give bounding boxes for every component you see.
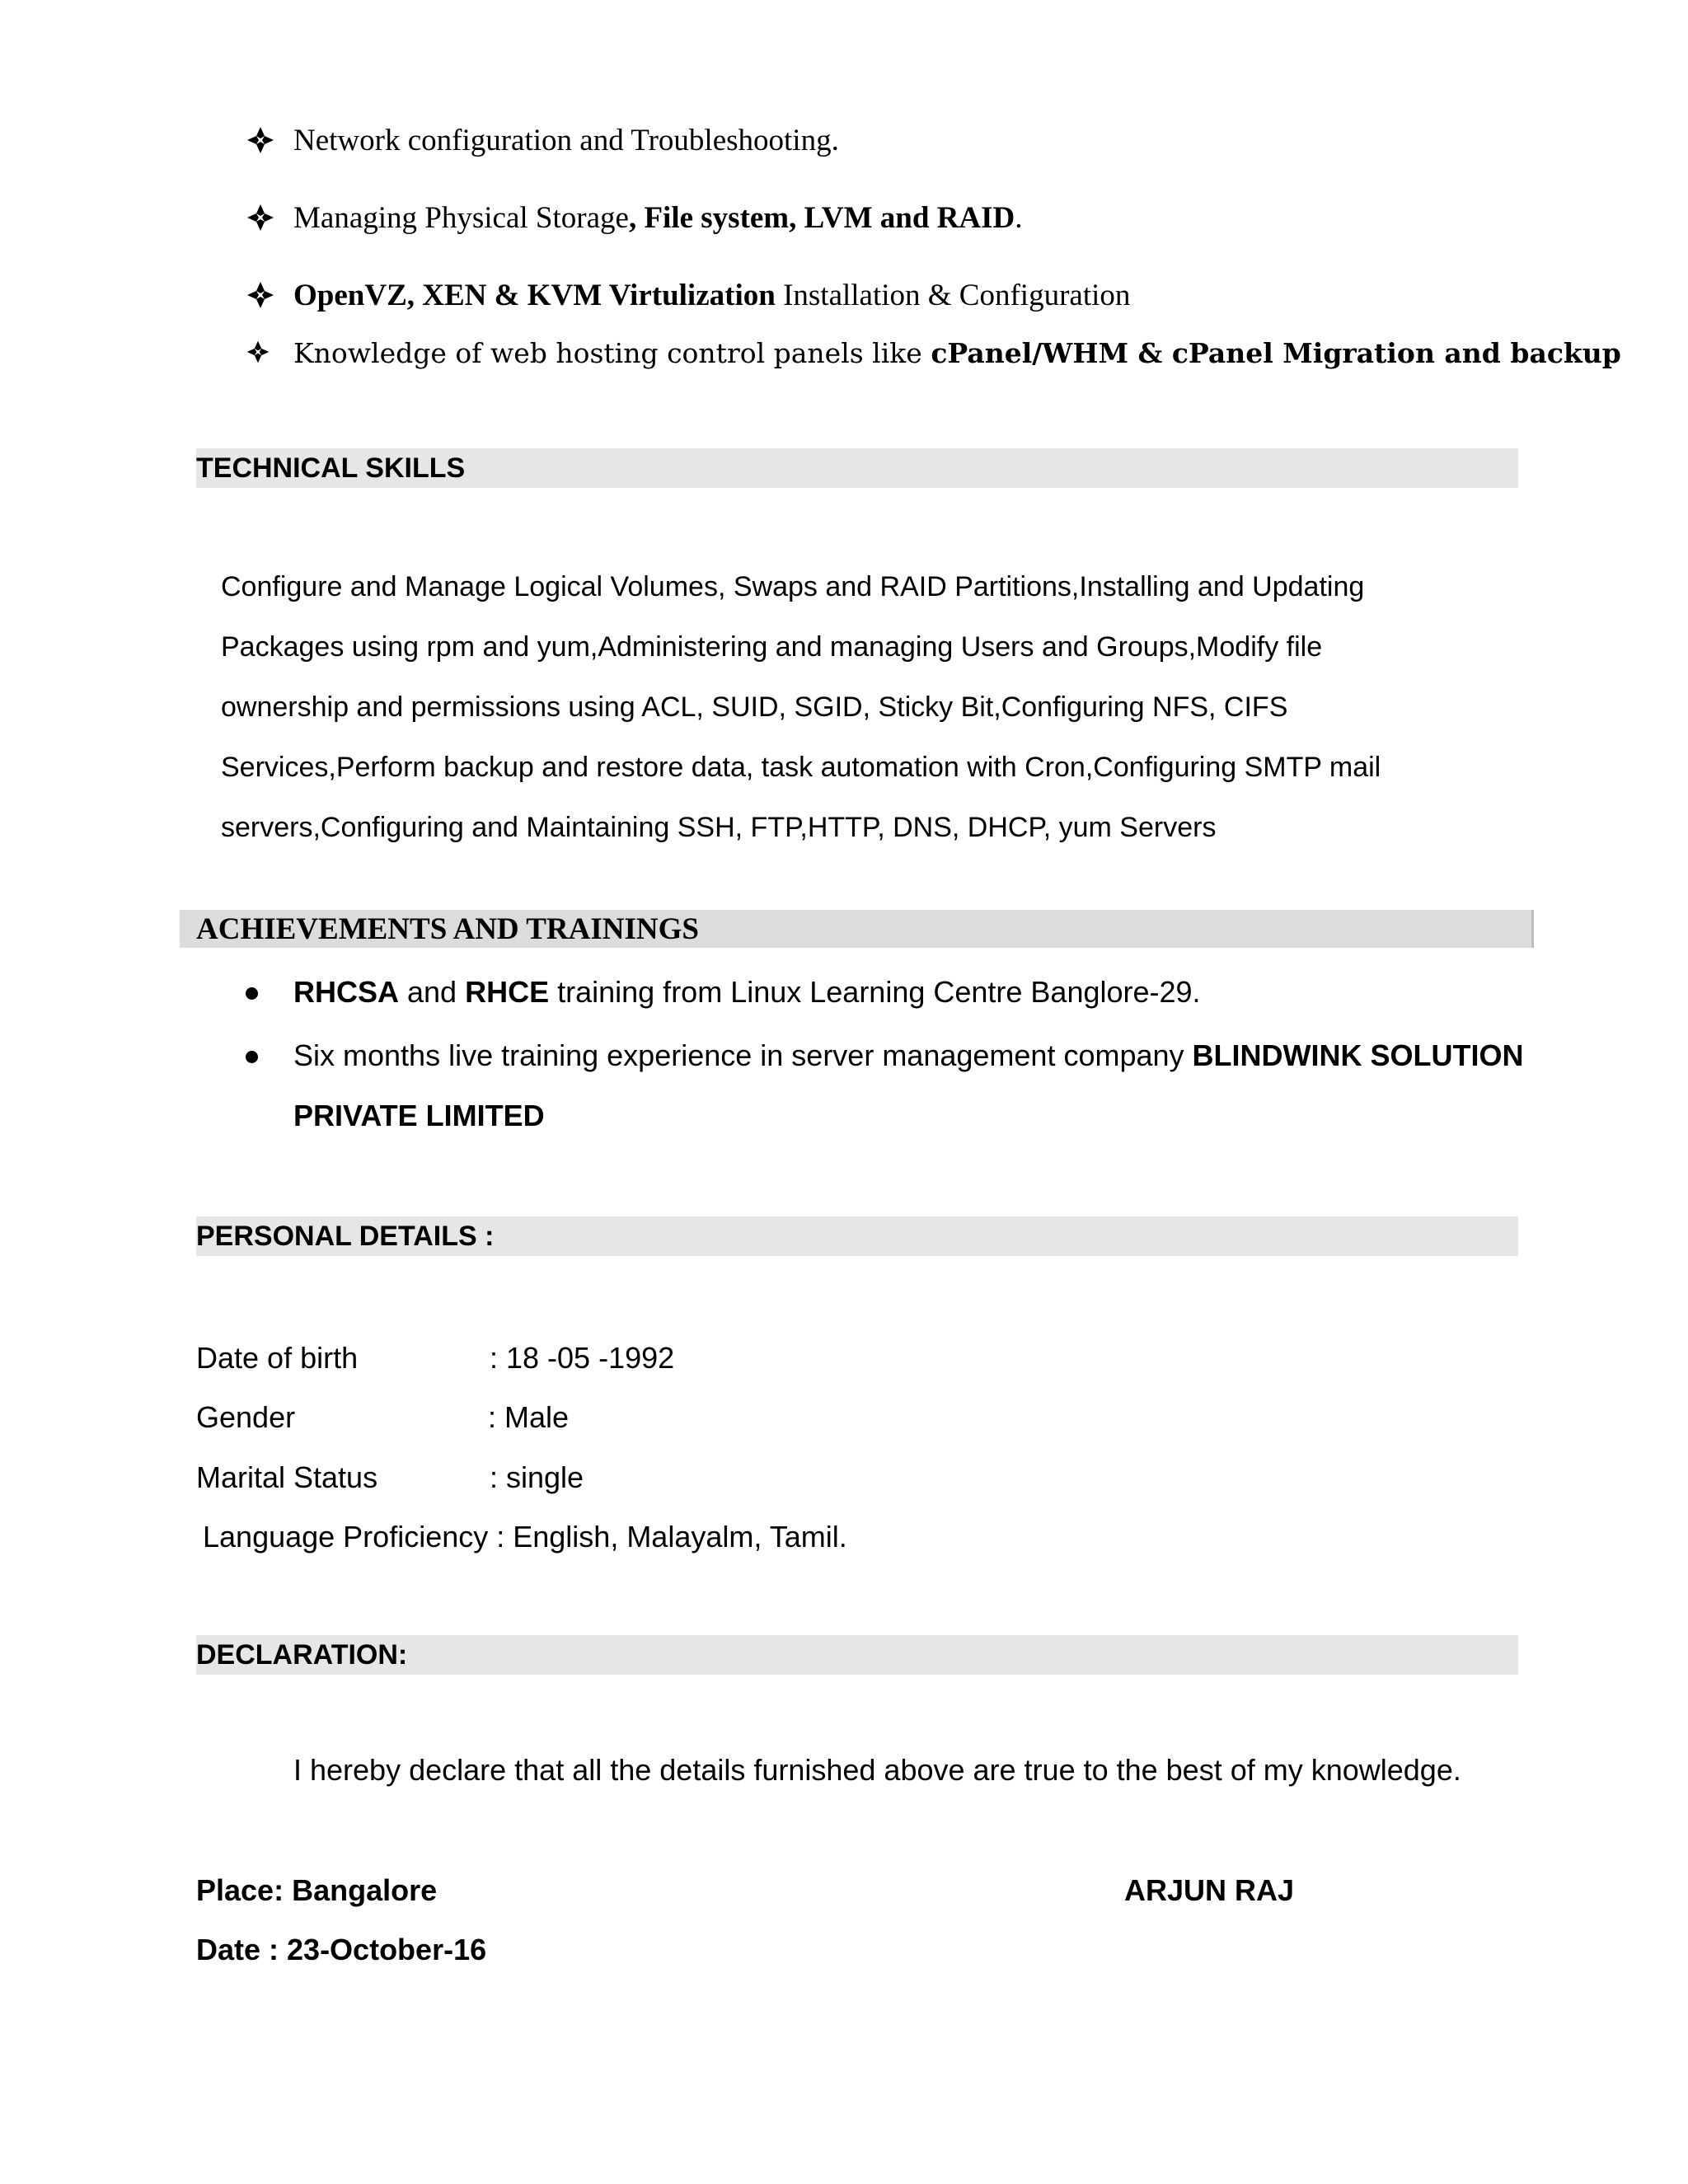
- declaration-text: I hereby declare that all the details furnished above are true to the best of my knowledge.: [293, 1753, 1461, 1787]
- achievement-text-continued: PRIVATE LIMITED: [293, 1099, 545, 1132]
- bullet-text: Network configuration and Troubleshooting.: [293, 124, 839, 157]
- diamond-bullet-icon: [246, 203, 275, 232]
- diamond-bullet-icon: [246, 340, 270, 364]
- achievement-text: Six months live training experience in server management company BLINDWINK SOLUTION: [293, 1038, 1524, 1072]
- section-heading: DECLARATION:: [196, 1639, 408, 1671]
- bullet-dot-icon: [246, 987, 258, 1000]
- personal-details-header-bar: [196, 1216, 1518, 1256]
- bullet-dot-icon: [246, 1051, 258, 1063]
- marital-status-value: : single: [490, 1460, 584, 1494]
- section-heading: TECHNICAL SKILLS: [196, 452, 466, 484]
- bullet-text: Knowledge of web hosting control panels like cPanel/WHM & cPanel Migration and backup: [293, 337, 1621, 369]
- paragraph-line: Configure and Manage Logical Volumes, Swaps and RAID Partitions,Installing and Updating: [221, 571, 1365, 602]
- gender-label: Gender: [196, 1400, 296, 1434]
- language-proficiency: Language Proficiency : English, Malayalm, Tamil.: [203, 1520, 847, 1554]
- section-heading: ACHIEVEMENTS AND TRAININGS: [196, 912, 699, 946]
- diamond-bullet-icon: [246, 280, 275, 310]
- technical-skills-header-bar: [196, 448, 1518, 488]
- diamond-bullet-icon: [246, 125, 275, 155]
- paragraph-line: Packages using rpm and yum,Administering and managing Users and Groups,Modify file: [221, 631, 1323, 663]
- gender-value: : Male: [488, 1400, 570, 1434]
- achievement-text: RHCSA and RHCE training from Linux Learning Centre Banglore-29.: [293, 975, 1201, 1009]
- paragraph-line: ownership and permissions using ACL, SUID, SGID, Sticky Bit,Configuring NFS, CIFS: [221, 691, 1288, 723]
- bullet-text: Managing Physical Storage, File system, LVM and RAID.: [293, 201, 1023, 235]
- marital-status-label: Marital Status: [196, 1460, 378, 1494]
- section-heading: PERSONAL DETAILS :: [196, 1221, 495, 1252]
- paragraph-line: servers,Configuring and Maintaining SSH, FTP,HTTP, DNS, DHCP, yum Servers: [221, 812, 1217, 843]
- declaration-header-bar: [196, 1635, 1518, 1675]
- signatory-name: ARJUN RAJ: [1124, 1873, 1295, 1907]
- dob-value: : 18 -05 -1992: [490, 1341, 675, 1375]
- place: Place: Bangalore: [196, 1873, 438, 1907]
- dob-label: Date of birth: [196, 1341, 359, 1375]
- bullet-text: OpenVZ, XEN & KVM Virtulization Installation & Configuration: [293, 279, 1131, 312]
- achievements-header-bar: [180, 910, 1534, 948]
- technical-skills-paragraph: [221, 557, 1622, 858]
- date: Date : 23-October-16: [196, 1933, 487, 1966]
- paragraph-line: Services,Perform backup and restore data, task automation with Cron,Configuring SMTP mail: [221, 752, 1381, 783]
